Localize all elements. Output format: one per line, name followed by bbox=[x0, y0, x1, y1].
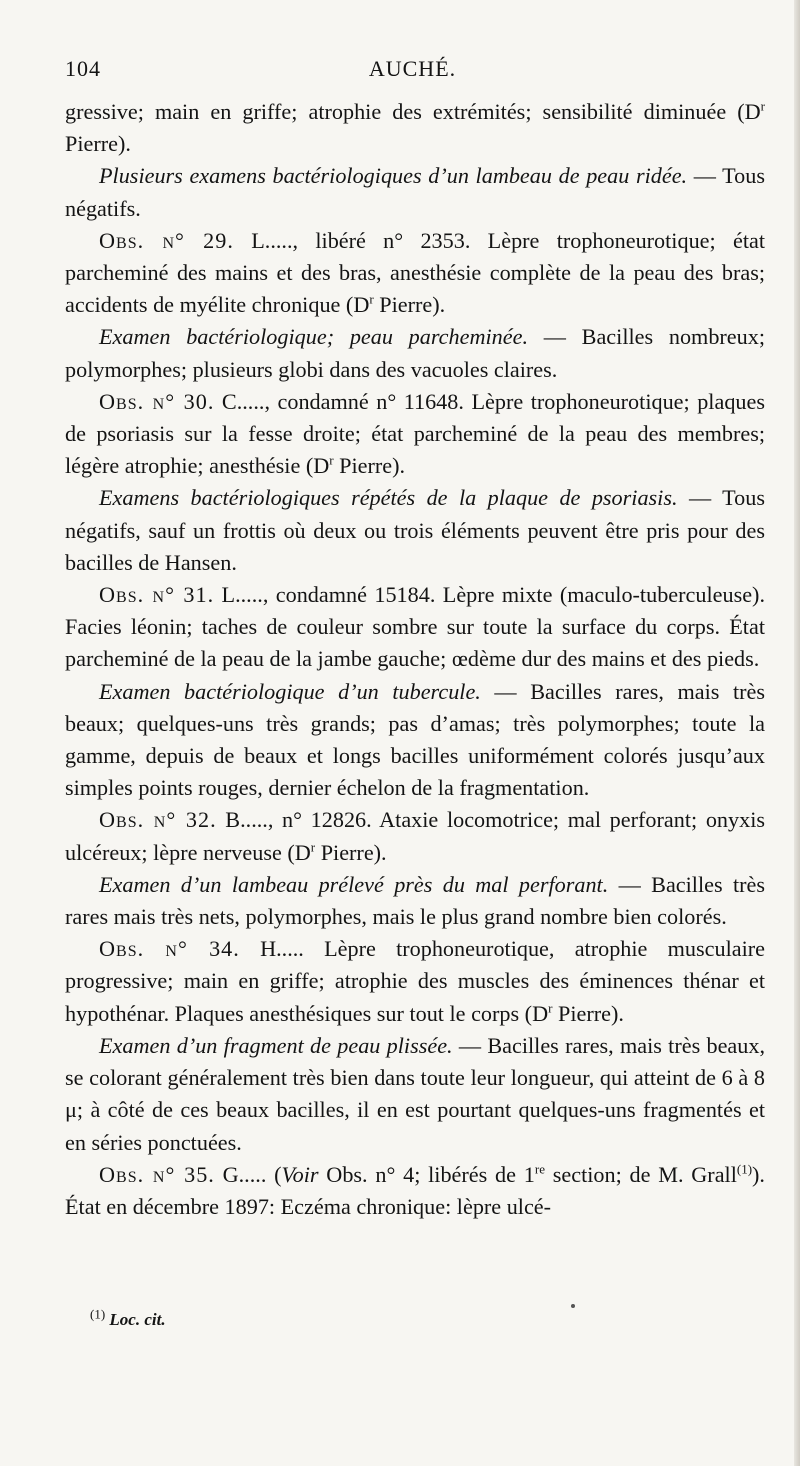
paragraph bbox=[65, 933, 765, 1030]
text-run: H..... Lèpre trophoneurotique, atrophie musculaire progressive; main en griffe; atrophie des muscles des éminences thénar et hypothénar. Plaques anesthésiques sur tout le corps (D bbox=[65, 936, 765, 1026]
superscript: r bbox=[329, 452, 334, 468]
text-run: — Tous négatifs, sauf un frottis où deux ou trois éléments peuvent être pris pour des bacilles de Hansen. bbox=[65, 485, 766, 575]
paragraph bbox=[65, 386, 765, 483]
text-run: Pierre). bbox=[65, 131, 131, 157]
text-run: section; de M. Grall bbox=[544, 1161, 737, 1187]
italic-heading: Plusieurs examens bactériologiques d’un lambeau de peau ridée. bbox=[99, 163, 688, 189]
paragraph bbox=[65, 96, 765, 160]
page-number: 104 bbox=[65, 56, 101, 81]
text-run: L....., libéré n° 2353. Lèpre trophoneurotique; état parcheminé des mains et des bras, anesthésie complète de la peau des bras; accidents de myélite chronique (D bbox=[65, 227, 765, 318]
observation-label: Obs. n° 32. bbox=[99, 807, 217, 833]
text-run: — Bacilles rares, mais très beaux, se colorant généralement très bien dans toute leur longueur, qui atteint de 6 à 8 μ; à côté de ces beaux bacilles, il en est pourtant quelques-uns fragmentés et en séries ponctuées. bbox=[65, 1032, 766, 1155]
superscript: (1) bbox=[736, 1161, 753, 1177]
paragraph bbox=[65, 482, 765, 579]
ink-speck bbox=[571, 1304, 575, 1308]
text-run: — Tous négatifs. bbox=[65, 163, 765, 221]
text-run: gressive; main en griffe; atrophie des extrémités; sensibilité diminuée (D bbox=[65, 99, 761, 124]
text-run: Pierre). bbox=[552, 1000, 624, 1026]
paragraph bbox=[65, 804, 765, 868]
text-run: — Bacilles nombreux; polymorphes; plusieurs globi dans des vacuoles claires. bbox=[65, 324, 765, 382]
text-run: Pierre). bbox=[333, 453, 406, 479]
text-run: — Bacilles très rares mais très nets, polymorphes, mais le plus grand nombre bien colorés. bbox=[65, 871, 766, 930]
italic-heading: Examens bactériologiques répétés de la plaque de psoriasis. bbox=[99, 485, 678, 511]
paragraph bbox=[65, 579, 765, 676]
italic-heading: Examen bactériologique d’un tubercule. bbox=[99, 678, 481, 704]
superscript: r bbox=[369, 291, 374, 307]
text-run: G..... ( bbox=[214, 1161, 282, 1187]
paragraph bbox=[65, 160, 765, 224]
page-edge-shadow bbox=[794, 0, 800, 1466]
paragraph bbox=[65, 1159, 765, 1223]
footnote-text: Loc. cit. bbox=[109, 1310, 166, 1329]
text-run: Pierre). bbox=[373, 292, 446, 318]
italic-heading: Voir bbox=[281, 1161, 319, 1187]
paragraph bbox=[65, 1030, 765, 1159]
superscript: r bbox=[310, 839, 316, 855]
footnote bbox=[90, 1308, 390, 1332]
italic-heading: Examen bactériologique; peau parcheminée. bbox=[99, 324, 528, 350]
text-run: B....., n° 12826. Ataxie locomotrice; mal perforant; onyxis ulcéreux; lèpre nerveuse (D bbox=[65, 807, 765, 865]
paragraph bbox=[65, 869, 765, 933]
superscript: re bbox=[534, 1161, 545, 1177]
text-run: — Bacilles rares, mais très beaux; quelques-uns très grands; pas d’amas; très polymorphes; toute la gamme, depuis de beaux et longs bacilles uniformément colorés jusqu’aux simples points rouges, dernier échelon de la fragmentation. bbox=[65, 678, 765, 801]
footnote-mark: (1) bbox=[90, 1306, 106, 1322]
text-run: L....., condamné 15184. Lèpre mixte (maculo-tuberculeuse). Facies léonin; taches de couleur sombre sur toute la surface du corps. État parcheminé de la peau de la jambe gauche; œdème dur des mains et des pieds. bbox=[65, 582, 765, 672]
italic-heading: Examen d’un fragment de peau plissée. bbox=[99, 1032, 453, 1058]
italic-heading: Examen d’un lambeau prélevé près du mal perforant. bbox=[99, 871, 609, 897]
page-header bbox=[65, 56, 760, 90]
observation-label: Obs. n° 31. bbox=[99, 582, 215, 608]
text-run: Pierre). bbox=[315, 839, 387, 865]
observation-label: Obs. n° 29. bbox=[99, 227, 234, 253]
running-head: AUCHÉ. bbox=[368, 56, 457, 81]
paragraph bbox=[65, 321, 765, 385]
observation-label: Obs. n° 30. bbox=[99, 388, 215, 414]
text-run: ). État en décembre 1897: Eczéma chronique: lèpre ulcé- bbox=[65, 1161, 765, 1219]
superscript: r bbox=[548, 1000, 553, 1016]
text-run: Obs. n° 4; libérés de 1 bbox=[318, 1161, 535, 1187]
body-text bbox=[65, 96, 765, 1223]
superscript: r bbox=[760, 98, 765, 114]
observation-label: Obs. n° 35. bbox=[99, 1161, 215, 1187]
paragraph bbox=[65, 676, 765, 805]
observation-label: Obs. n° 34. bbox=[99, 936, 240, 962]
paragraph bbox=[65, 225, 765, 322]
text-run: C....., condamné n° 11648. Lèpre trophoneurotique; plaques de psoriasis sur la fesse droite; état parcheminé de la peau des membres; légère atrophie; anesthésie (D bbox=[65, 388, 765, 479]
